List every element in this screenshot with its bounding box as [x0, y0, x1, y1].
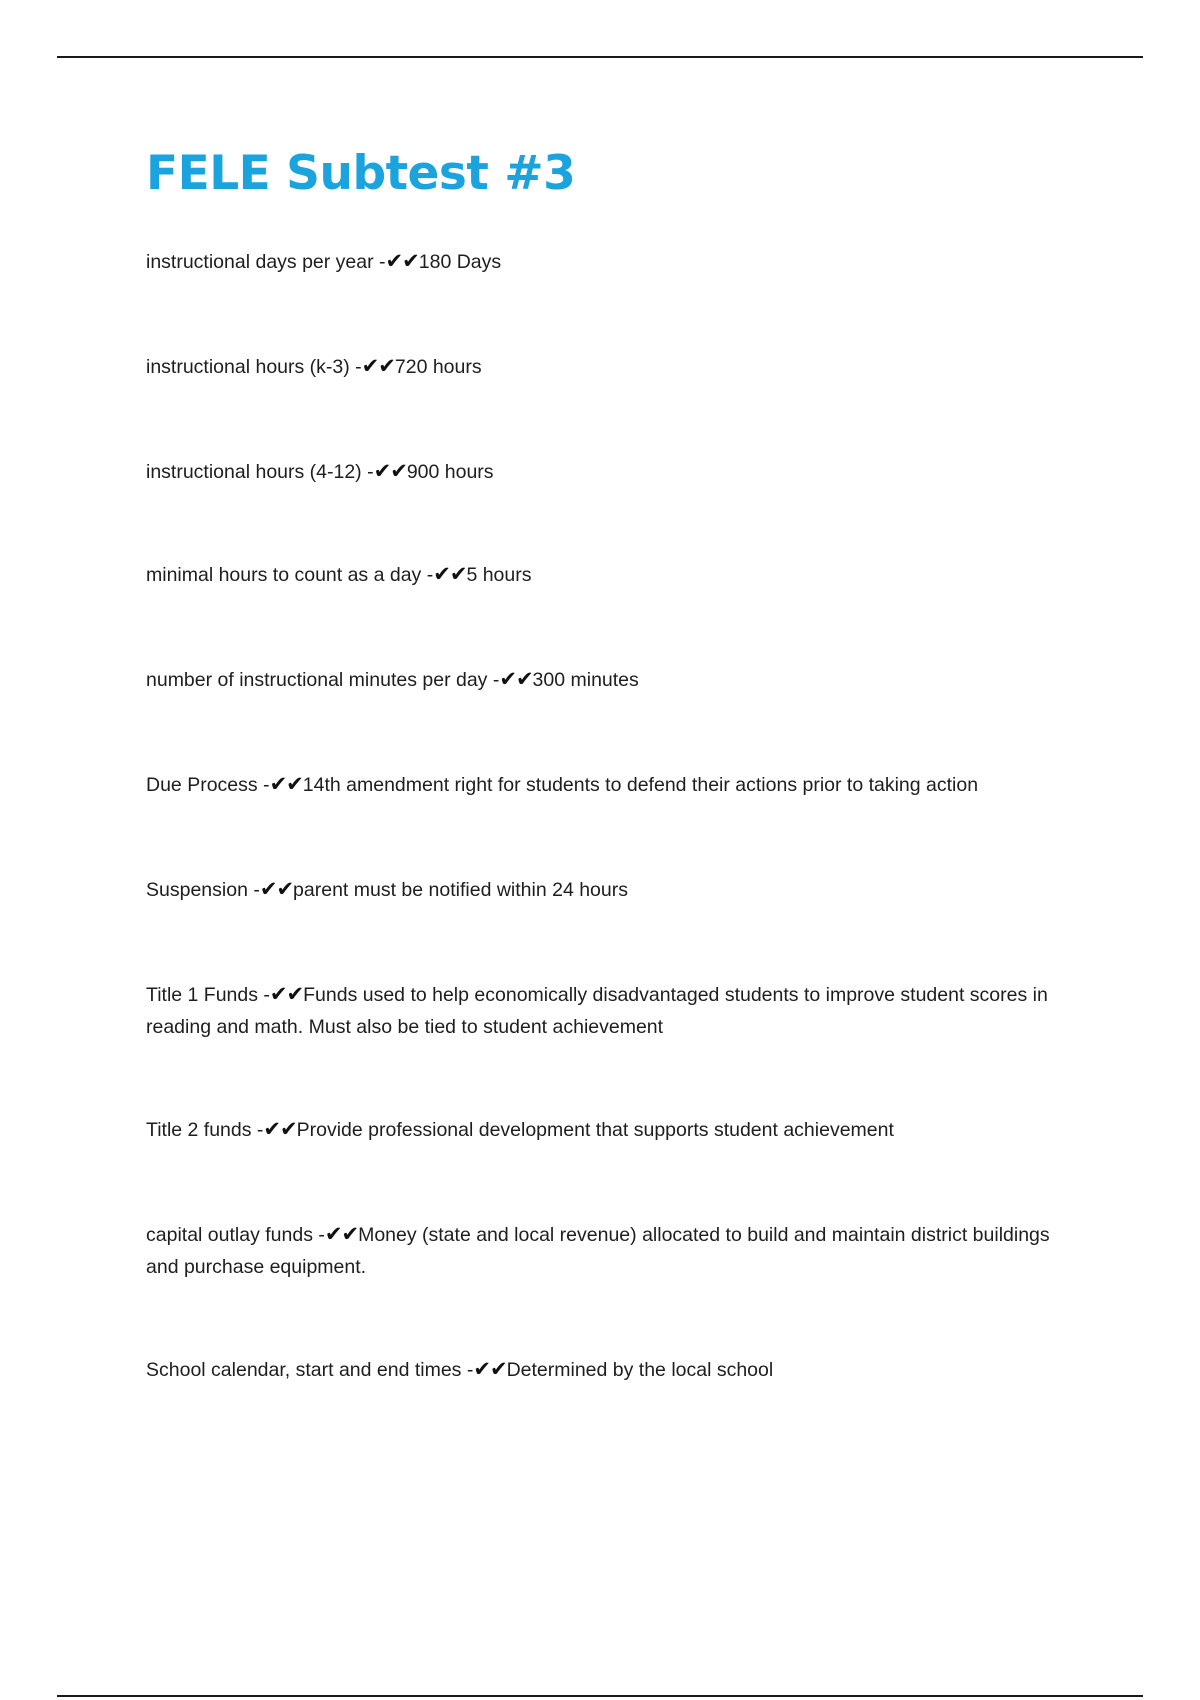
entry-separator: -	[257, 774, 270, 796]
entry-separator: -	[251, 1119, 264, 1141]
entry-definition: Determined by the local school	[506, 1359, 774, 1381]
entry-separator: -	[312, 1224, 325, 1246]
double-check-icon: ✔✔	[361, 354, 395, 378]
entry-term: instructional hours (k-3)	[146, 356, 350, 378]
entry-term: minimal hours to count as a day	[146, 564, 422, 586]
flashcard-entry	[146, 350, 1086, 383]
flashcard-entry	[146, 663, 1086, 696]
double-check-icon: ✔✔	[324, 1222, 359, 1246]
flashcard-entry	[146, 873, 1086, 906]
entry-definition: 180 Days	[418, 251, 502, 273]
entry-term: Due Process	[146, 774, 258, 796]
entry-definition: 720 hours	[394, 356, 482, 378]
double-check-icon: ✔✔	[269, 772, 303, 796]
entry-term: instructional hours (4-12)	[146, 461, 362, 483]
entry-separator: -	[487, 669, 500, 691]
double-check-icon: ✔✔	[263, 1117, 297, 1141]
flashcard-entry	[146, 768, 1086, 801]
entry-separator: -	[421, 564, 434, 586]
flashcard-entry	[146, 455, 1086, 488]
double-check-icon: ✔✔	[269, 982, 304, 1006]
entry-separator: -	[258, 984, 270, 1006]
entry-term: School calendar, start and end times	[146, 1359, 462, 1381]
flashcard-entry	[146, 1113, 1086, 1146]
entry-term: capital outlay funds	[146, 1224, 313, 1246]
entry-term: Title 2 funds	[146, 1119, 252, 1141]
entry-term: Suspension	[146, 879, 248, 901]
flashcard-entry	[146, 1218, 1086, 1283]
entry-separator: -	[461, 1359, 474, 1381]
entry-definition: Provide professional development that supports student achievement	[296, 1119, 894, 1141]
double-check-icon: ✔✔	[373, 459, 407, 483]
top-divider	[57, 56, 1143, 58]
entry-separator: -	[373, 251, 386, 273]
entry-definition: parent must be notified within 24 hours	[293, 879, 628, 901]
entry-term: instructional days per year	[146, 251, 374, 273]
double-check-icon: ✔✔	[385, 249, 419, 273]
flashcard-entry	[146, 1353, 1086, 1386]
entry-definition: Money (state and local revenue) allocated to build and maintain district buildings and purchase equipment.	[146, 1224, 1050, 1278]
entry-definition: Funds used to help economically disadvantaged students to improve student scores in reading and math. Must also be tied to student achievement	[146, 984, 1048, 1038]
flashcard-entry	[146, 978, 1086, 1043]
entry-definition: 14th amendment right for students to defend their actions prior to taking action	[302, 774, 979, 796]
entry-definition: 300 minutes	[532, 669, 639, 691]
entry-term: number of instructional minutes per day	[146, 669, 488, 691]
flashcard-entry	[146, 245, 1086, 278]
entry-separator: -	[361, 461, 374, 483]
page-title: FELE Subtest #3	[146, 146, 576, 201]
double-check-icon: ✔✔	[259, 877, 294, 901]
entry-separator: -	[349, 356, 362, 378]
bottom-divider	[57, 1695, 1143, 1697]
entry-definition: 900 hours	[406, 461, 494, 483]
double-check-icon: ✔✔	[433, 562, 467, 586]
entry-separator: -	[247, 879, 260, 901]
entry-term: Title 1 Funds	[146, 984, 258, 1006]
double-check-icon: ✔✔	[473, 1357, 507, 1381]
entry-definition: 5 hours	[466, 564, 532, 586]
flashcard-entry	[146, 558, 1086, 591]
double-check-icon: ✔✔	[499, 667, 533, 691]
